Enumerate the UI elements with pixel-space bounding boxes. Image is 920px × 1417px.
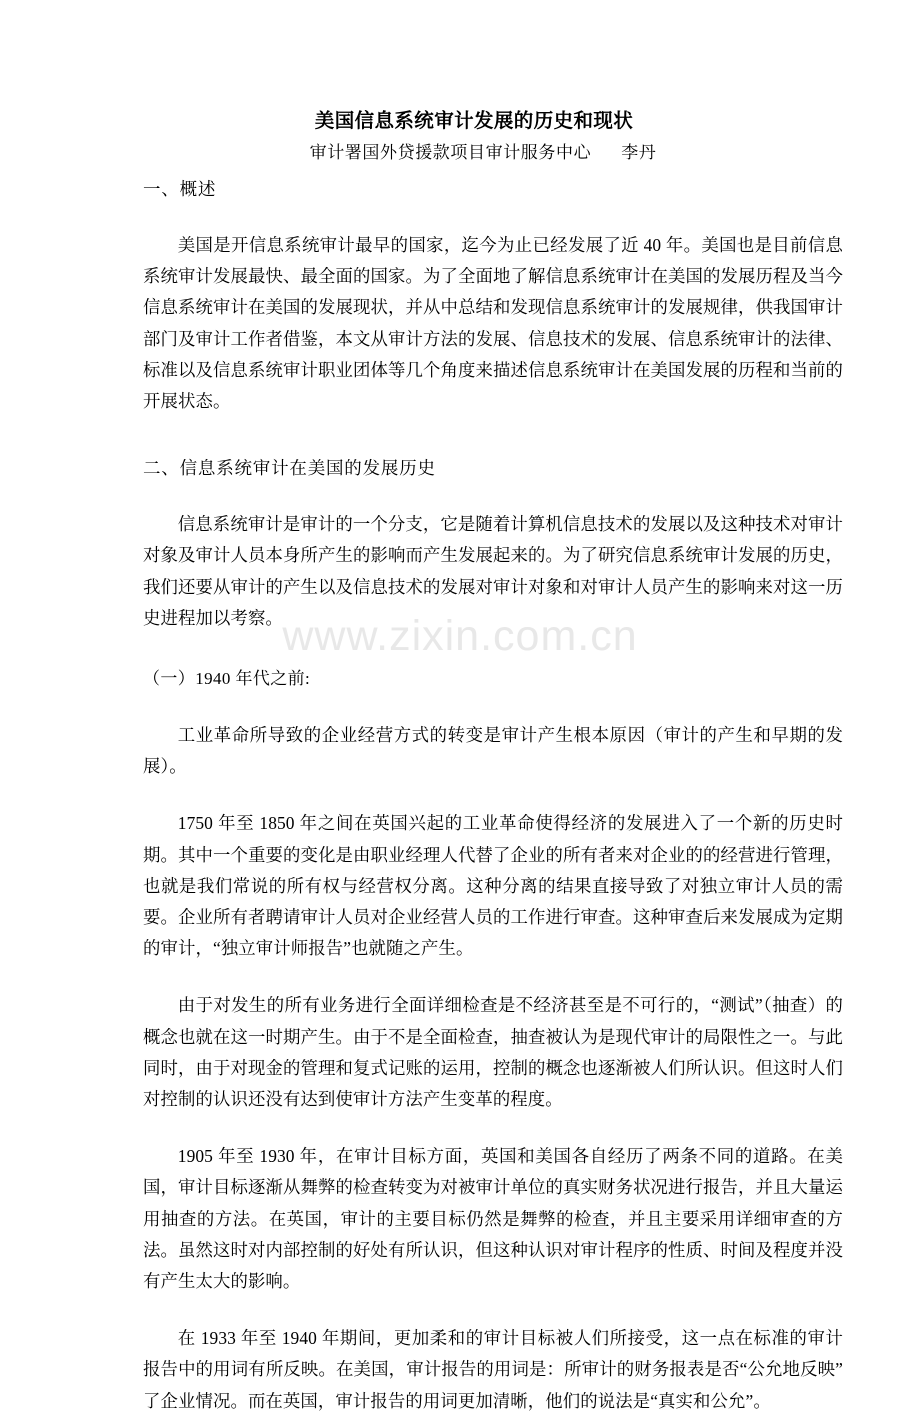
spacer [143, 1297, 843, 1323]
page-title: 美国信息系统审计发展的历史和现状 [314, 109, 634, 132]
spacer [143, 782, 843, 808]
spacer [143, 694, 843, 720]
spacer [143, 483, 843, 509]
paragraph-1933-1940: 在 1933 年至 1940 年期间，更加柔和的审计目标被人们所接受，这一点在标准的审计报告中的用词有所反映。在美国，审计报告的用词是：所审计的财务报表是否“公允地反映”了企业情况。而在英国，审计报告的用词更加清晰，他们的说法是“真实和公允”。 [143, 1328, 843, 1411]
paragraph-overview: 美国是开信息系统审计最早的国家，迄今为止已经发展了近 40 年。美国也是目前信息系统审计发展最快、最全面的国家。为了全面地了解信息系统审计在美国的发展历程及当今信息系统审计在美国的发展现状，并从中总结和发现信息系统审计的发展规律，供我国审计部门及审计工作者借鉴，本文从审计方法的发展、信息技术的发展、信息系统审计的法律、标准以及信息系统审计职业团体等几个角度来描述信息系统审计在美国发展的历程和当前的开展状态。 [143, 235, 843, 412]
paragraph-industrial-revolution: 工业革命所导致的企业经营方式的转变是审计产生根本原因（审计的产生和早期的发展）。 [143, 725, 843, 777]
spacer [143, 204, 843, 230]
byline [143, 138, 843, 168]
spacer [143, 964, 843, 990]
paragraph-history-intro: 信息系统审计是审计的一个分支，它是随着计算机信息技术的发展以及这种技术对审计对象及审计人员本身所产生的影响而产生发展起来的。为了研究信息系统审计发展的历史，我们还要从审计的产生以及信息技术的发展对审计对象和对审计人员产生的影响来对这一历史进程加以考察。 [143, 514, 843, 628]
spacer [143, 634, 843, 664]
byline-author: 李丹 [621, 143, 657, 162]
spacer [143, 1115, 843, 1141]
byline-org-text: 审计署国外贷援款项目审计服务中心 [309, 143, 592, 162]
spacer [143, 417, 843, 447]
section-heading-history: 二、信息系统审计在美国的发展历史 [143, 458, 436, 479]
byline-organization [310, 143, 592, 162]
document-body [143, 106, 843, 1417]
paragraph-sampling-concept: 由于对发生的所有业务进行全面详细检查是不经济甚至是不可行的，“测试”（抽查）的概念也就在这一时期产生。由于不是全面检查，抽查被认为是现代审计的局限性之一。与此同时，由于对现金的管理和复式记账的运用，控制的概念也逐渐被人们所认识。但这时人们对控制的认识还没有达到使审计方法产生变革的程度。 [143, 995, 843, 1110]
section-heading-overview: 一、概述 [143, 179, 217, 199]
paragraph-1750-1850: 1750 年至 1850 年之间在英国兴起的工业革命使得经济的发展进入了一个新的历史时期。其中一个重要的变化是由职业经理人代替了企业的所有者来对企业的的经营进行管理，也就是我们常说的所有权与经营权分离。这种分离的结果直接导致了对独立审计人员的需要。企业所有者聘请审计人员对企业经营人员的工作进行审查。这种审查后来发展成为定期的审计，“独立审计师报告”也就随之产生。 [143, 813, 843, 959]
subsection-heading-pre1940: （一）1940 年代之前: [143, 669, 311, 689]
paragraph-1905-1930: 1905 年至 1930 年，在审计目标方面，英国和美国各自经历了两条不同的道路。在美国，审计目标逐渐从舞弊的检查转变为对被审计单位的真实财务状况进行报告，并且大量运用抽查的方法。在英国，审计的主要目标仍然是舞弊的检查，并且主要采用详细审查的方法。虽然这时对内部控制的好处有所认识，但这种认识对审计程序的性质、时间及程度并没有产生太大的影响。 [143, 1146, 843, 1292]
site-watermark: www.zixin.com.cn [282, 612, 638, 660]
